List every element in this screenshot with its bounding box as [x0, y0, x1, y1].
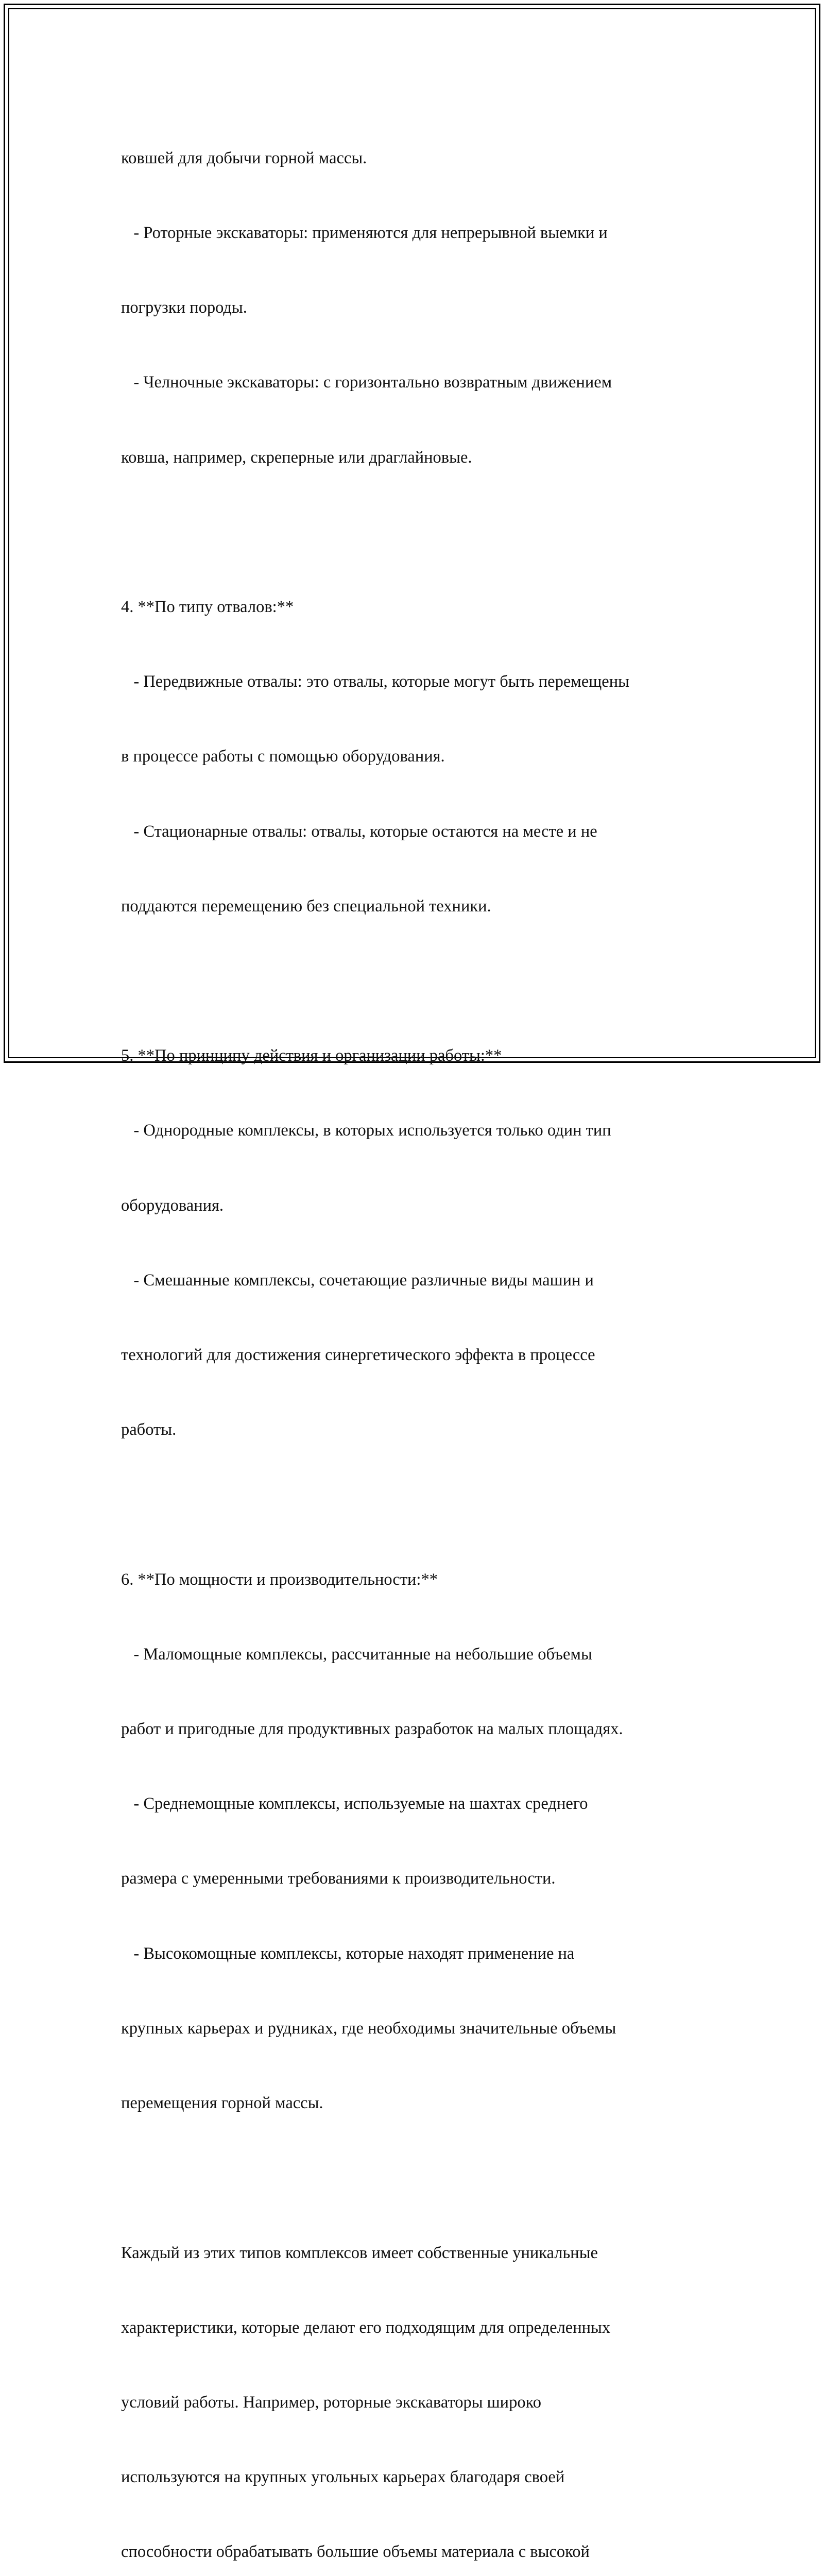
text-line: - Передвижные отвалы: это отвалы, которые могут быть перемещены [121, 672, 629, 691]
blank-line [121, 2165, 729, 2190]
text-line: используются на крупных угольных карьерах благодаря своей [121, 2468, 565, 2487]
section-heading: 4. **По типу отвалов:** [121, 598, 294, 617]
text-line: - Однородные комплексы, в которых используется только один тип [121, 1121, 611, 1140]
text-line: погрузки породы. [121, 298, 247, 317]
text-line: Каждый из этих типов комплексов имеет собственные уникальные [121, 2243, 598, 2262]
text-line: работ и пригодные для продуктивных разработок на малых площадях. [121, 1720, 623, 1739]
section-heading: 5. **По принципу действия и организации работы:** [121, 1046, 502, 1065]
blank-line [121, 1492, 729, 1517]
text-line: ковшей для добычи горной массы. [121, 148, 367, 167]
text-line: - Роторные экскаваторы: применяются для непрерывной выемки и [121, 224, 608, 243]
text-line: - Смешанные комплексы, сочетающие различные виды машин и [121, 1270, 594, 1290]
blank-line [121, 969, 729, 993]
text-line: технологий для достижения синергетического эффекта в процессе [121, 1346, 595, 1365]
text-line: ковша, например, скреперные или драглайновые. [121, 448, 472, 467]
text-line: характеристики, которые делают его подходящим для определенных [121, 2318, 611, 2337]
text-line: - Маломощные комплексы, рассчитанные на небольшие объемы [121, 1645, 592, 1664]
text-line: в процессе работы с помощью оборудования. [121, 747, 445, 766]
text-line: перемещения горной массы. [121, 2094, 323, 2113]
section-heading: 6. **По мощности и производительности:** [121, 1570, 438, 1589]
text-line: - Высокомощные комплексы, которые находят применение на [121, 1944, 575, 1963]
text-line: - Челночные экскаваторы: с горизонтально возвратным движением [121, 373, 612, 392]
text-line: оборудования. [121, 1196, 224, 1215]
text-line: крупных карьерах и рудниках, где необходимы значительные объемы [121, 2019, 616, 2038]
blank-line [121, 520, 729, 545]
document-body [121, 96, 729, 2576]
text-line: размера с умеренными требованиями к производительности. [121, 1869, 556, 1888]
text-line: - Стационарные отвалы: отвалы, которые остаются на месте и не [121, 822, 597, 841]
text-line: работы. [121, 1420, 177, 1439]
text-line: условий работы. Например, роторные экскаваторы широко [121, 2393, 541, 2412]
text-line: - Среднемощные комплексы, используемые на шахтах среднего [121, 1794, 588, 1814]
text-line: поддаются перемещению без специальной техники. [121, 896, 491, 916]
text-line: способности обрабатывать большие объемы материала с высокой [121, 2543, 590, 2562]
